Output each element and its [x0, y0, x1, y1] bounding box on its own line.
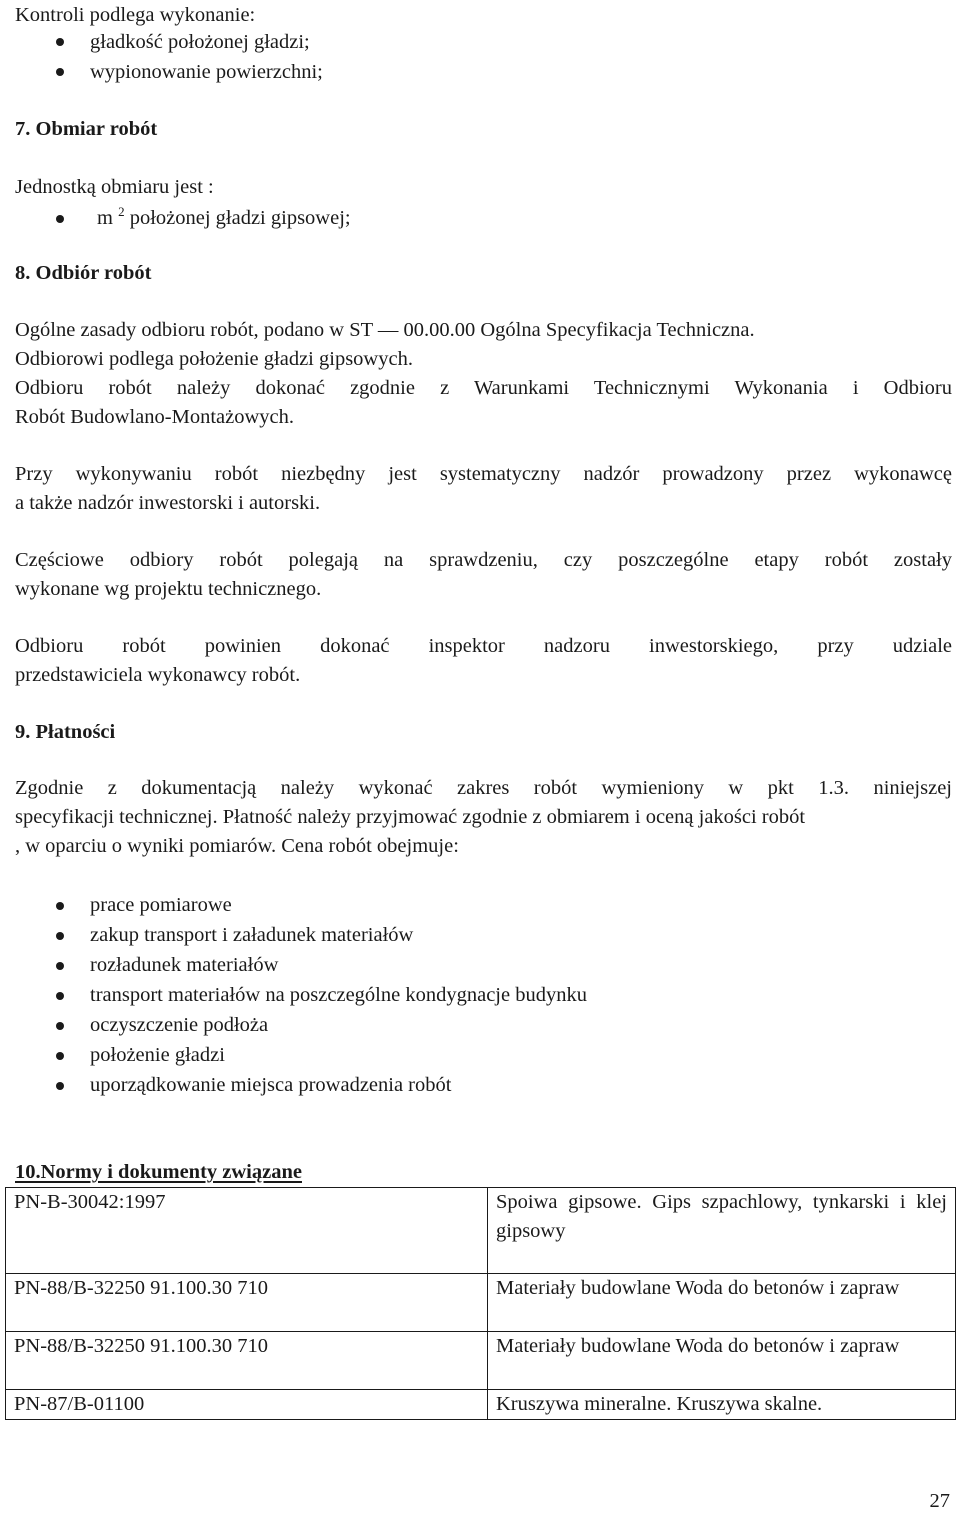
table-row: [6, 1188, 956, 1274]
control-item: wypionowanie powierzchni;: [90, 61, 323, 83]
unit-item: [97, 203, 351, 233]
s8-line: Odbiorowi podlega położenie gładzi gipsowych.: [15, 348, 413, 370]
norm-description: Materiały budowlane Woda do betonów i zapraw: [488, 1332, 956, 1390]
cost-item: rozładunek materiałów: [90, 954, 279, 976]
cost-item: zakup transport i załadunek materiałów: [90, 924, 414, 946]
norm-code: PN-88/B-32250 91.100.30 710: [6, 1332, 488, 1390]
paragraph-platnosci-line: , w oparciu o wyniki pomiarów. Cena robót obejmuje:: [15, 835, 459, 857]
table-row: [6, 1332, 956, 1390]
cost-item: transport materiałów na poszczególne kondygnacje budynku: [90, 984, 587, 1006]
bullet-icon: [56, 1052, 64, 1060]
page-number: 27: [929, 1490, 950, 1512]
table-row: [6, 1274, 956, 1332]
unit-symbol: m: [97, 207, 113, 229]
unit-intro: Jednostką obmiaru jest :: [15, 176, 214, 198]
unit-description: położonej gładzi gipsowej;: [129, 207, 351, 229]
section-8-heading: 8. Odbiór robót: [15, 262, 152, 284]
norm-code: PN-87/B-01100: [6, 1390, 488, 1420]
paragraph-inspektor-line: Odbioru robót powinien dokonać inspektor nadzoru inwestorskiego, przy udziale: [15, 635, 952, 657]
cost-item: prace pomiarowe: [90, 894, 232, 916]
norm-code: PN-88/B-32250 91.100.30 710: [6, 1274, 488, 1332]
norm-description: Materiały budowlane Woda do betonów i zapraw: [488, 1274, 956, 1332]
cost-item: oczyszczenie podłoża: [90, 1014, 269, 1036]
norm-code: PN-B-30042:1997: [6, 1188, 488, 1274]
section-9-heading: 9. Płatności: [15, 721, 116, 743]
paragraph-czesciowe-line: wykonane wg projektu technicznego.: [15, 578, 322, 600]
s8-line: Robót Budowlano-Montażowych.: [15, 406, 294, 428]
paragraph-nadzor-line: Przy wykonywaniu robót niezbędny jest systematyczny nadzór prowadzony przez wykonawcę: [15, 463, 952, 485]
cost-item: uporządkowanie miejsca prowadzenia robót: [90, 1074, 452, 1096]
section-7-heading: 7. Obmiar robót: [15, 118, 158, 140]
paragraph-platnosci-line: Zgodnie z dokumentacją należy wykonać zakres robót wymieniony w pkt 1.3. niniejszej: [15, 777, 952, 799]
control-item: gładkość położonej gładzi;: [90, 31, 310, 53]
section-10-heading: 10.Normy i dokumenty związane: [15, 1161, 302, 1183]
paragraph-platnosci-line: specyfikacji technicznej. Płatność należy przyjmować zgodnie z obmiarem i oceną jakości robót: [15, 806, 806, 828]
bullet-icon: [56, 1022, 64, 1030]
bullet-icon: [56, 1082, 64, 1090]
paragraph-inspektor-line: przedstawiciela wykonawcy robót.: [15, 664, 301, 686]
bullet-icon: [56, 38, 64, 46]
s8-line: Ogólne zasady odbioru robót, podano w ST — 00.00.00 Ogólna Specyfikacja Techniczna.: [15, 319, 755, 341]
unit-exponent: 2: [118, 204, 125, 219]
paragraph-czesciowe-line: Częściowe odbiory robót polegają na sprawdzeniu, czy poszczególne etapy robót zostały: [15, 549, 952, 571]
paragraph-nadzor-line: a także nadzór inwestorski i autorski.: [15, 492, 321, 514]
bullet-icon: [56, 68, 64, 76]
control-intro: Kontroli podlega wykonanie:: [15, 4, 256, 26]
norms-table: [5, 1187, 956, 1420]
norm-description: Spoiwa gipsowe. Gips szpachlowy, tynkarski i klej gipsowy: [488, 1188, 956, 1274]
bullet-icon: [56, 932, 64, 940]
s8-line: Odbioru robót należy dokonać zgodnie z Warunkami Technicznymi Wykonania i Odbioru: [15, 377, 952, 399]
norm-description: Kruszywa mineralne. Kruszywa skalne.: [488, 1390, 956, 1420]
bullet-icon: [56, 992, 64, 1000]
bullet-icon: [56, 215, 64, 223]
table-row: [6, 1390, 956, 1420]
cost-item: położenie gładzi: [90, 1044, 225, 1066]
bullet-icon: [56, 902, 64, 910]
bullet-icon: [56, 962, 64, 970]
